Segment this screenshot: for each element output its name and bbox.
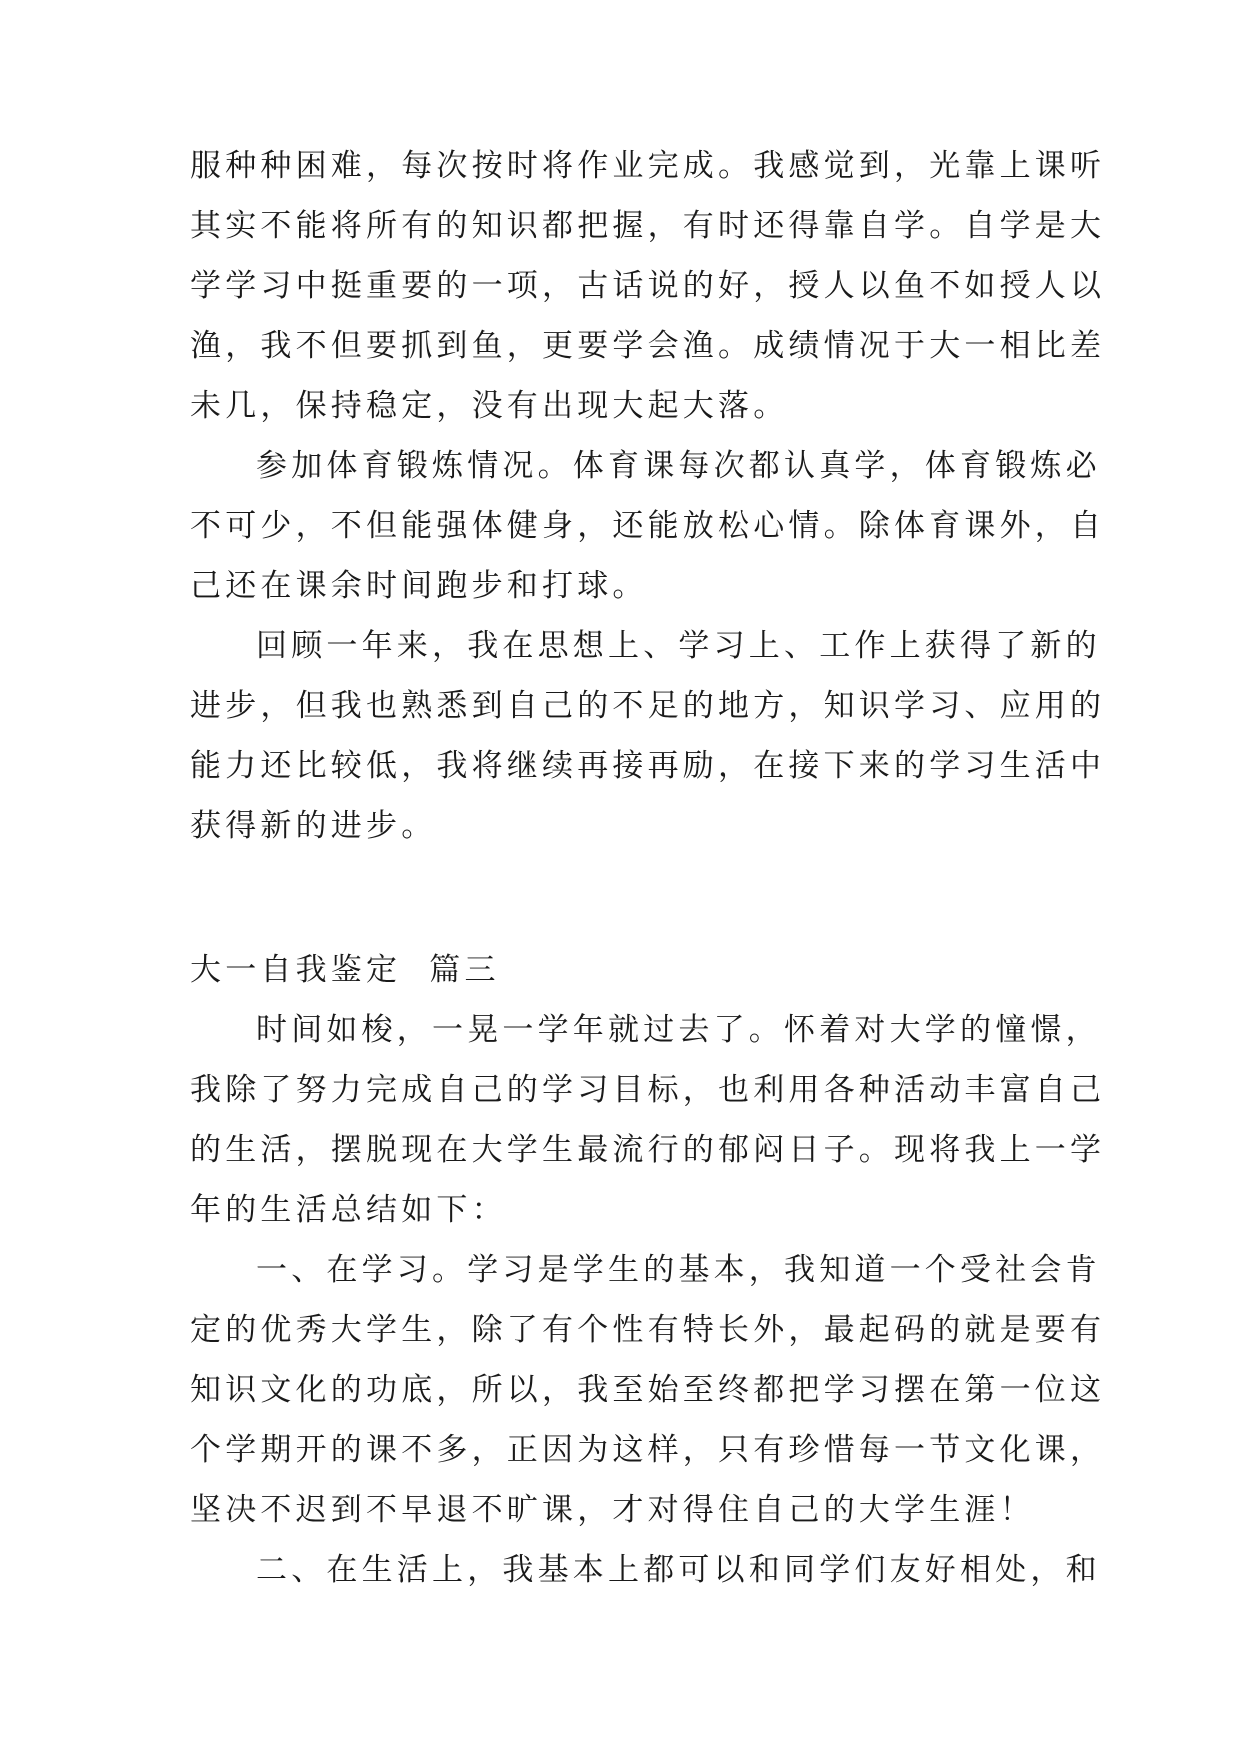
text-line: 时间如梭，一晃一学年就过去了。怀着对大学的憧憬，: [256, 1012, 1101, 1048]
text-line: 二、在生活上，我基本上都可以和同学们友好相处，和: [256, 1552, 1101, 1588]
text-line: 年的生活总结如下：: [190, 1192, 507, 1228]
paragraph-study-habits: [190, 136, 1106, 436]
text-line: 服种种困难，每次按时将作业完成。我感觉到，光靠上课听: [190, 148, 1106, 184]
text-line: 获得新的进步。: [190, 808, 437, 844]
text-line: 个学期开的课不多，正因为这样，只有珍惜每一节文化课，: [190, 1432, 1106, 1468]
paragraph-intro: [190, 1000, 1106, 1240]
paragraph-life: [190, 1540, 1101, 1600]
text-line: 知识文化的功底，所以，我至始至终都把学习摆在第一位这: [190, 1372, 1106, 1408]
text-line: 进步，但我也熟悉到自己的不足的地方，知识学习、应用的: [190, 688, 1106, 724]
text-line: 一、在学习。学习是学生的基本，我知道一个受社会肯: [256, 1252, 1101, 1288]
text-line: 参加体育锻炼情况。体育课每次都认真学，体育锻炼必: [256, 448, 1101, 484]
text-line: 回顾一年来，我在思想上、学习上、工作上获得了新的: [256, 628, 1101, 664]
paragraph-review: [190, 616, 1106, 856]
text-line: 定的优秀大学生，除了有个性有特长外，最起码的就是要有: [190, 1312, 1106, 1348]
paragraph-physical-exercise: [190, 436, 1106, 616]
section-heading: 大一自我鉴定 篇三: [190, 952, 500, 988]
text-line: 坚决不迟到不早退不旷课，才对得住自己的大学生涯！: [190, 1492, 1035, 1528]
paragraph-learning: [190, 1240, 1106, 1540]
text-line: 未几，保持稳定，没有出现大起大落。: [190, 388, 789, 424]
text-line: 不可少，不但能强体健身，还能放松心情。除体育课外，自: [190, 508, 1106, 544]
section-spacer: [190, 856, 1050, 940]
text-line: 我除了努力完成自己的学习目标，也利用各种活动丰富自己: [190, 1072, 1106, 1108]
text-line: 己还在课余时间跑步和打球。: [190, 568, 648, 604]
document-body: [190, 136, 1106, 1600]
text-line: 其实不能将所有的知识都把握，有时还得靠自学。自学是大: [190, 208, 1106, 244]
text-line: 的生活，摆脱现在大学生最流行的郁闷日子。现将我上一学: [190, 1132, 1106, 1168]
text-line: 学学习中挺重要的一项，古话说的好，授人以鱼不如授人以: [190, 268, 1106, 304]
text-line: 渔，我不但要抓到鱼，更要学会渔。成绩情况于大一相比差: [190, 328, 1106, 364]
text-line: 能力还比较低，我将继续再接再励，在接下来的学习生活中: [190, 748, 1106, 784]
